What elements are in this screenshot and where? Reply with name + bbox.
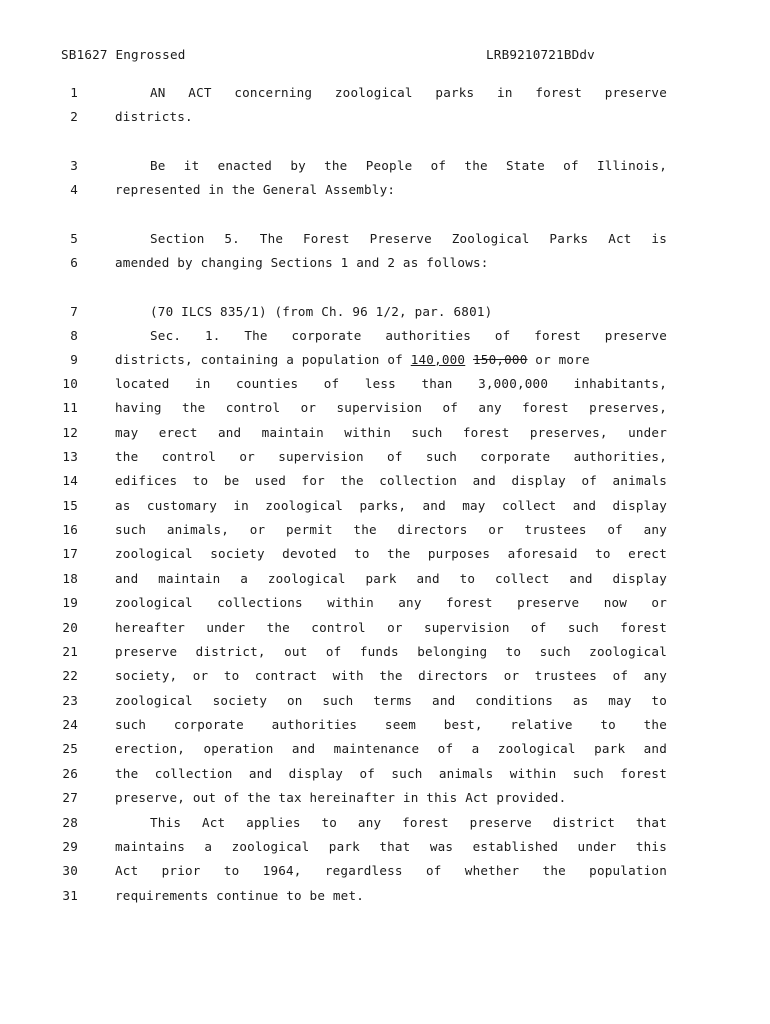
text-line (0, 863, 770, 879)
text-line (0, 352, 770, 368)
text-line (0, 376, 770, 392)
line-text: districts. (115, 109, 193, 124)
text-line (0, 182, 770, 198)
line-text: may erect and maintain within such forest preserves, under (115, 425, 667, 440)
line-number: 15 (62, 498, 78, 513)
line-number: 10 (62, 376, 78, 391)
line-number: 27 (62, 790, 78, 805)
line-number: 20 (62, 620, 78, 635)
text-line (0, 741, 770, 757)
line-number: 25 (62, 741, 78, 756)
text-line (0, 231, 770, 247)
line-text: zoological society on such terms and conditions as may to (115, 693, 667, 708)
line-text: Section 5. The Forest Preserve Zoological Parks Act is (150, 231, 667, 246)
line-text: located in counties of less than 3,000,000 inhabitants, (115, 376, 667, 391)
line-text: Act prior to 1964, regardless of whether the population (115, 863, 667, 878)
line-number: 29 (62, 839, 78, 854)
line-text: requirements continue to be met. (115, 888, 365, 903)
line-number: 6 (70, 255, 78, 270)
text-line (0, 668, 770, 684)
text-line (0, 255, 770, 271)
line-text: AN ACT concerning zoological parks in forest preserve (150, 85, 667, 100)
line-text-post: or more (527, 352, 590, 367)
lrb-number: LRB9210721BDdv (486, 47, 595, 62)
line-text: represented in the General Assembly: (115, 182, 396, 197)
line-text: society, or to contract with the directors or trustees of any (115, 668, 667, 683)
text-line (0, 473, 770, 489)
line-number: 8 (70, 328, 78, 343)
text-line (0, 815, 770, 831)
line-number: 17 (62, 546, 78, 561)
line-number: 26 (62, 766, 78, 781)
text-line (0, 717, 770, 733)
line-text: having the control or supervision of any forest preserves, (115, 400, 667, 415)
line-text: amended by changing Sections 1 and 2 as follows: (115, 255, 489, 270)
line-text: zoological collections within any forest preserve now or (115, 595, 667, 610)
text-line (0, 158, 770, 174)
line-number: 31 (62, 888, 78, 903)
line-number: 2 (70, 109, 78, 124)
line-number: 13 (62, 449, 78, 464)
line-text (115, 352, 667, 367)
line-number: 7 (70, 304, 78, 319)
line-text: This Act applies to any forest preserve district that (150, 815, 667, 830)
text-line (0, 304, 770, 320)
line-number: 14 (62, 473, 78, 488)
line-text: (70 ILCS 835/1) (from Ch. 96 1/2, par. 6801) (150, 304, 493, 319)
line-text: as customary in zoological parks, and may collect and display (115, 498, 667, 513)
line-number: 19 (62, 595, 78, 610)
line-text-pre: districts, containing a population of (115, 352, 411, 367)
line-text: edifices to be used for the collection and display of animals (115, 473, 667, 488)
line-text: preserve, out of the tax hereinafter in this Act provided. (115, 790, 567, 805)
line-text: erection, operation and maintenance of a zoological park and (115, 741, 667, 756)
line-number: 18 (62, 571, 78, 586)
text-line (0, 85, 770, 101)
text-line (0, 766, 770, 782)
line-number: 9 (70, 352, 78, 367)
text-line (0, 425, 770, 441)
text-line (0, 498, 770, 514)
text-line (0, 449, 770, 465)
line-text: the control or supervision of such corporate authorities, (115, 449, 667, 464)
text-line (0, 644, 770, 660)
line-number: 22 (62, 668, 78, 683)
text-line (0, 571, 770, 587)
line-text: zoological society devoted to the purposes aforesaid to erect (115, 546, 667, 561)
line-text: maintains a zoological park that was established under this (115, 839, 667, 854)
text-line (0, 888, 770, 904)
text-line (0, 522, 770, 538)
line-text: and maintain a zoological park and to collect and display (115, 571, 667, 586)
text-line (0, 839, 770, 855)
text-line (0, 790, 770, 806)
text-line (0, 109, 770, 125)
line-text: preserve district, out of funds belonging to such zoological (115, 644, 667, 659)
text-line (0, 328, 770, 344)
line-number: 28 (62, 815, 78, 830)
text-line (0, 400, 770, 416)
line-number: 16 (62, 522, 78, 537)
line-number: 24 (62, 717, 78, 732)
line-text: such corporate authorities seem best, relative to the (115, 717, 667, 732)
line-number: 30 (62, 863, 78, 878)
line-text: the collection and display of such animals within such forest (115, 766, 667, 781)
line-number: 1 (70, 85, 78, 100)
line-text: Be it enacted by the People of the State of Illinois, (150, 158, 667, 173)
line-text: Sec. 1. The corporate authorities of forest preserve (150, 328, 667, 343)
bill-header: SB1627 Engrossed (61, 47, 186, 62)
text-line (0, 595, 770, 611)
line-number: 3 (70, 158, 78, 173)
line-text: hereafter under the control or supervision of such forest (115, 620, 667, 635)
line-number: 11 (62, 400, 78, 415)
line-number: 5 (70, 231, 78, 246)
inserted-text: 140,000 (410, 352, 466, 367)
line-number: 23 (62, 693, 78, 708)
line-number: 12 (62, 425, 78, 440)
text-line (0, 546, 770, 562)
deleted-text: 150,000 (473, 352, 528, 367)
line-text: such animals, or permit the directors or trustees of any (115, 522, 667, 537)
line-number: 21 (62, 644, 78, 659)
line-number: 4 (70, 182, 78, 197)
text-line (0, 620, 770, 636)
text-line (0, 693, 770, 709)
